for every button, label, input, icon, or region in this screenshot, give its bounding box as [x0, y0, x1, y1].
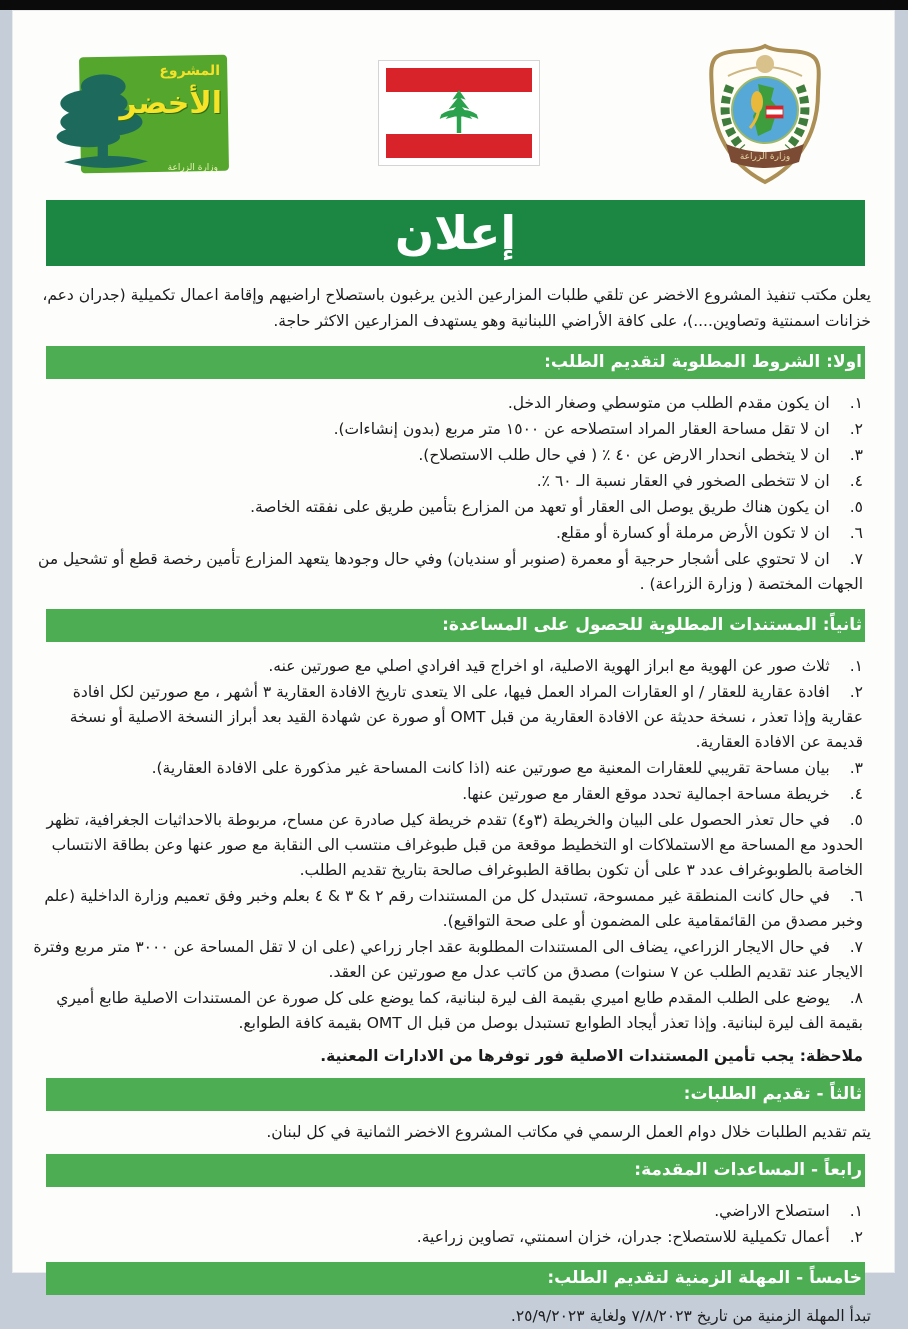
intro-paragraph: يعلن مكتب تنفيذ المشروع الاخضر عن تلقي طلبات المزارعين الذين يرغبون باستصلاح اراضيهم وإقامة اعمال تكميلية (جدران دعم، خزانات اسمنتية وتصاوين....)، على كافة الأراضي اللبنانية وهو يستهدف المزارعين الاكثر حاجة. [42, 286, 871, 330]
item-number: ٦. [849, 887, 863, 905]
list-item [30, 808, 863, 883]
document-content [12, 10, 895, 1329]
list-item [30, 986, 863, 1036]
section-heading-5: خامساً - المهلة الزمنية لتقديم الطلب: [46, 1262, 865, 1295]
item-number: ٤. [849, 785, 863, 803]
item-text: ثلاث صور عن الهوية مع ابراز الهوية الاصلية، او اخراج قيد افرادي اصلي مع صورتين عنه. [268, 657, 830, 675]
list-item [30, 654, 863, 679]
item-text: في حال تعذر الحصول على البيان والخريطة (٣و٤) تقدم خريطة كيل صادرة عن مساح، مربوطة بالاحداثيات الجغرافية، تظهر الحدود مع المساحة مع الاستملاكات او التخطيط موقعة من قبل طبوغراف منتسب الى النقابة مع صور عنها وعن بطاقة الانتساب الخاصة بالطوبوغراف عدد ٣ على أن تكون بطاقة الطبوغراف صالحة بتاريخ تقديم الطلب. [46, 811, 863, 879]
list-item [30, 935, 863, 985]
photo-top-edge [0, 0, 908, 10]
section-3-paragraph: يتم تقديم الطلبات خلال دوام العمل الرسمي في مكاتب المشروع الاخضر الثمانية في كل لبنان. [266, 1123, 871, 1141]
item-number: ٣. [849, 446, 863, 464]
item-number: ١. [849, 394, 863, 412]
item-text: ان لا تكون الأرض مرملة أو كسارة أو مقلع. [555, 524, 830, 542]
item-number: ٥. [849, 498, 863, 516]
item-text: ان لا تحتوي على أشجار حرجية أو معمرة (صنوبر أو سنديان) وفي حال وجودها يتعهد المزارع تأمين رخصة قطع أو تشحيل من الجهات المختصة ( وزارة الزراعة) . [38, 550, 863, 593]
item-text: يوضع على الطلب المقدم طابع اميري بقيمة الف ليرة لبنانية، كما يوضع على كل صورة عن المستندات الاصلية طابع أميري بقيمة الف ليرة لبنانية. وإذا تعذر أيجاد الطوابع تستبدل بوصل من قبل ال OMT بقيمة كافة الطوابع. [56, 989, 863, 1032]
item-number: ٦. [849, 524, 863, 542]
wheat-icon [751, 91, 763, 113]
announcement-title-banner: إعلان [46, 200, 865, 266]
item-number: ٨. [849, 989, 863, 1007]
item-number: ٢. [849, 1228, 863, 1246]
item-text: بيان مساحة تقريبي للعقارات المعنية مع صورتين عنه (اذا كانت المساحة غير مذكورة على الافادة العقارية). [151, 759, 830, 777]
list-item [30, 547, 863, 597]
list-item [30, 417, 863, 442]
list-item [30, 680, 863, 755]
ministry-of-agriculture-emblem [699, 40, 831, 190]
document-page [12, 10, 895, 1325]
section-2-list [28, 651, 877, 1039]
item-text: خريطة مساحة اجمالية تحدد موقع العقار مع صورتين عنها. [462, 785, 830, 803]
list-item [30, 443, 863, 468]
item-text: ان لا تتخطى الصخور في العقار نسبة الـ ٦٠ ٪. [536, 472, 830, 490]
list-item [30, 495, 863, 520]
item-number: ٧. [849, 938, 863, 956]
list-item [30, 1225, 863, 1250]
list-item [30, 1199, 863, 1224]
list-item [30, 521, 863, 546]
list-item [30, 782, 863, 807]
green-project-logo-text-top: المشروع [159, 63, 220, 79]
flag-cedar-icon [420, 87, 498, 139]
cedar-tree-icon [48, 66, 166, 178]
logos-row [28, 40, 877, 192]
item-text: في حال الايجار الزراعي، يضاف الى المستندات المطلوبة عقد اجار زراعي (على ان لا تقل المساحة عن ٣٠٠٠ متر مربع وفترة الايجار عند تقديم الطلب عن ٧ سنوات) مصدق من كاتب عدل مع صورتين عن العقد. [33, 938, 863, 981]
item-text: ان لا تقل مساحة العقار المراد استصلاحه عن ١٥٠٠ متر مربع (بدون إنشاءات). [333, 420, 830, 438]
item-number: ١. [849, 1202, 863, 1220]
section-5-paragraph: تبدأ المهلة الزمنية من تاريخ ٧/٨/٢٠٢٣ ولغاية ٢٥/٩/٢٠٢٣. [510, 1307, 871, 1325]
list-item [30, 884, 863, 934]
item-text: أعمال تكميلية للاستصلاح: جدران، خزان اسمنتي، تصاوين زراعية. [416, 1228, 830, 1246]
item-number: ٥. [849, 811, 863, 829]
green-project-logo-text-ministry: وزارة الزراعة [167, 163, 218, 173]
item-number: ٣. [849, 759, 863, 777]
section-1-list [28, 388, 877, 600]
item-text: ان يكون مقدم الطلب من متوسطي وصغار الدخل. [507, 394, 830, 412]
item-text: استصلاح الاراضي. [714, 1202, 830, 1220]
section-heading-3: ثالثاً - تقديم الطلبات: [46, 1078, 865, 1111]
item-text: ان يكون هناك طريق يوصل الى العقار أو تعهد من المزارع بتأمين طريق على نفقته الخاصة. [250, 498, 830, 516]
section-heading-4: رابعاً - المساعدات المقدمة: [46, 1154, 865, 1187]
item-number: ١. [849, 657, 863, 675]
emblem-ribbon-text: وزارة الزراعة [739, 152, 791, 162]
item-number: ٤. [849, 472, 863, 490]
note-line: ملاحظة: يجب تأمين المستندات الاصلية فور توفرها من الادارات المعنية. [320, 1047, 863, 1065]
section-4-list [28, 1196, 877, 1253]
list-item [30, 469, 863, 494]
item-number: ٢. [849, 683, 863, 701]
item-text: افادة عقارية للعقار / او العقارات المراد العمل فيها، على الا يتعدى تاريخ الافادة العقارية ٣ أشهر ، مع صورتين لكل افادة عقارية وإذا تعذر ، نسخة حديثة عن الافادة العقارية من قبل OMT أو صورة عن شهادة القيد بعد أبراز النسخة الاصلية أو نسخة قديمة عن الافادة العقارية. [69, 683, 863, 751]
section-heading-2: ثانياً: المستندات المطلوبة للحصول على المساعدة: [46, 609, 865, 642]
item-number: ٢. [849, 420, 863, 438]
green-project-logo-text-main: الأخضر [119, 86, 222, 121]
list-item [30, 756, 863, 781]
item-text: ان لا يتخطى انحدار الارض عن ٤٠ ٪ ( في حال طلب الاستصلاح). [418, 446, 830, 464]
list-item [30, 391, 863, 416]
lebanon-flag [378, 60, 540, 166]
green-project-logo [54, 56, 228, 178]
item-number: ٧. [849, 550, 863, 568]
section-heading-1: اولا: الشروط المطلوبة لتقديم الطلب: [46, 346, 865, 379]
item-text: في حال كانت المنطقة غير ممسوحة، تستبدل كل من المستندات رقم ٢ & ٣ & ٤ بعلم وخبر وفق تعميم وزارة الداخلية (علم وخبر مصدق من القائمقامية على المضمون أو على صحة التواقيع). [44, 887, 863, 930]
